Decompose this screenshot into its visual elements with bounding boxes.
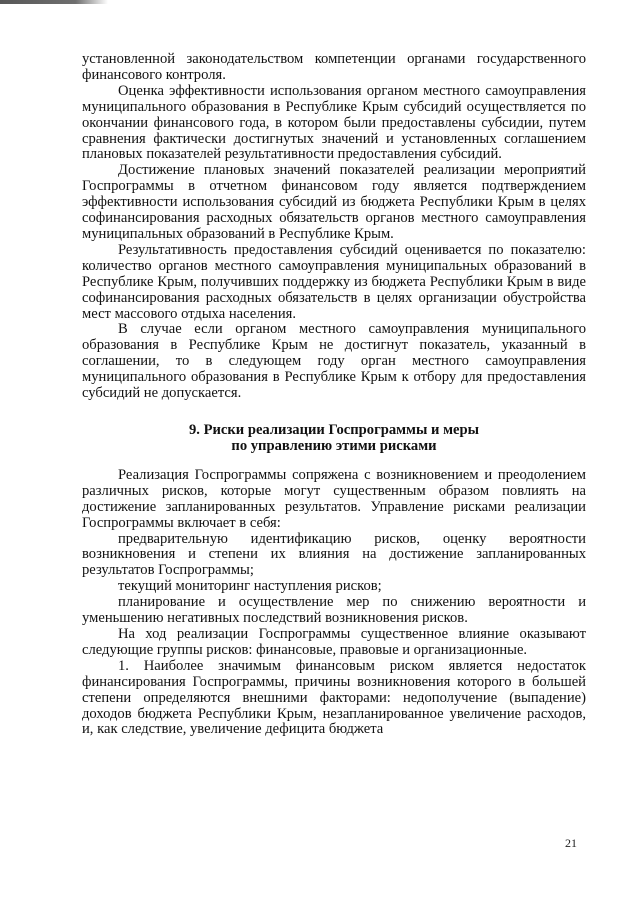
- section-heading: [82, 422, 586, 454]
- page-number: 21: [565, 836, 577, 850]
- list-item-risk-identification: предварительную идентификацию рисков, оценку вероятности возникновения и степени их влияния на достижение запланированных результатов Госпрограммы;: [82, 530, 586, 579]
- section-spacer: [82, 454, 586, 468]
- paragraph-efficiency-assessment: Оценка эффективности использования органом местного самоуправления муниципального образования в Республике Крым субсидий осуществляется по окончании финансового года, в котором были предоставлены субсидии, путем сравнения фактически достигнутых значений и установленных соглашением плановых показателей результативности предоставления субсидий.: [82, 82, 586, 163]
- paragraph-result-indicator: Результативность предоставления субсидий оценивается по показателю: количество органов местного самоуправления муниципальных образований в Республике Крым, получивших поддержку из бюджета Республики Крым в виде софинансирования расходных обязательств в целях организации обустройства мест массового отдыха населения.: [82, 241, 586, 322]
- paragraph-target-achievement: Достижение плановых значений показателей реализации мероприятий Госпрограммы в отчетном финансовом году является подтверждением эффективности использования субсидий из бюджета Республики Крым в целях софинансирования расходных обязательств органов местного самоуправления муниципальных образований в Республике Крым.: [82, 162, 586, 242]
- paragraph-non-achievement: В случае если органом местного самоуправления муниципального образования в Республике Крым не достигнут показатель, указанный в соглашении, то в следующем году орган местного самоуправления муниципального образования в Республике Крым к отбору для предоставления субсидий не допускается.: [82, 321, 586, 402]
- list-item-risk-monitoring: текущий мониторинг наступления рисков;: [118, 578, 382, 595]
- paragraph-financial-risk: 1. Наиболее значимым финансовым риском является недостаток финансирования Госпрограммы, причины возникновения которого в большей степени определяются внешними факторами: недополучение (выпадение) доходов бюджета Республики Крым, незапланированное увеличение расходов, и, как следствие, увеличение дефицита бюджета: [82, 657, 586, 738]
- scan-edge-mark: [0, 0, 108, 4]
- paragraph-continuation: установленной законодательством компетенции органами государственного финансового контроля.: [82, 51, 586, 83]
- section-heading-line-2: по управлению этими рисками: [231, 437, 437, 454]
- page-body: [82, 52, 586, 738]
- paragraph-risk-intro: Реализация Госпрограммы сопряжена с возникновением и преодолением различных рисков, которые могут существенным образом повлиять на достижение запланированных результатов. Управление рисками реализации Госпрограммы включает в себя:: [82, 466, 586, 531]
- section-heading-line-1: 9. Риски реализации Госпрограммы и меры: [188, 421, 480, 438]
- paragraph-risk-groups: На ход реализации Госпрограммы существенное влияние оказывают следующие группы рисков: финансовые, правовые и организационные.: [82, 626, 586, 658]
- list-item-risk-mitigation: планирование и осуществление мер по снижению вероятности и уменьшению негативных последствий возникновения рисков.: [82, 594, 586, 627]
- section-spacer: [82, 402, 586, 422]
